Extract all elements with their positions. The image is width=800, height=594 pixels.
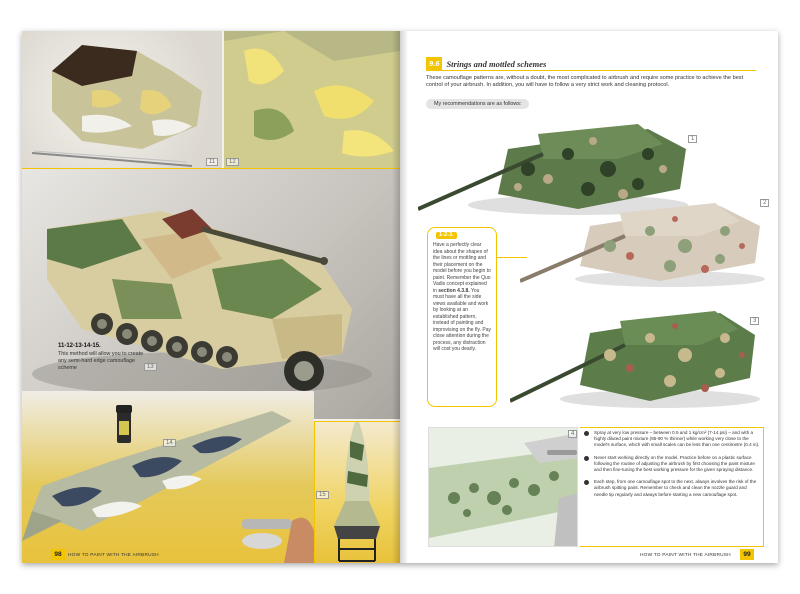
running-title-left: HOW TO PAINT WITH THE AIRBRUSH	[68, 553, 159, 558]
tank-photo-2	[520, 191, 770, 291]
section-number: 9.6	[426, 57, 442, 70]
intro-paragraph: These camouflage patterns are, without a doubt, the most complicated to airbrush and require some practice to achieve the best control of your airbrush. In addition, you will have to follow a very strict work and cleaning protocol.	[426, 75, 744, 89]
caption-body: This method will allow you to create any semi-hard edge camouflage scheme	[58, 351, 144, 371]
photo-number-13: 13	[144, 363, 157, 371]
caption-11-15	[58, 343, 150, 372]
tip-box-label: 1-2-3.	[436, 232, 457, 239]
right-page	[400, 31, 778, 563]
photo-number-3: 3	[750, 317, 759, 325]
photo-number-11: 11	[206, 158, 218, 166]
photo-number-1: 1	[688, 135, 697, 143]
photo-number-14: 14	[163, 439, 176, 447]
tip-box-1-2-3	[427, 227, 497, 407]
divider-line	[22, 168, 400, 169]
tank-photo-3	[510, 293, 760, 413]
bullet-item: Spray at very low pressure – between 0.5 and 1 kg/cm² (7-14 psi) – and with a highly diluted paint mixture (85-90 % thinner) while working very close to the model's surface, which with small scales can be less than one centimetre (0.4 in).	[584, 430, 760, 449]
photo-number-2: 2	[760, 199, 769, 207]
photo-v1-missile	[22, 391, 314, 563]
page-number-left: 98	[51, 549, 65, 560]
caption-heading: 11-12-13-14-15.	[58, 343, 101, 349]
recommendations-label: My recommendations are as follows:	[426, 99, 529, 109]
left-page	[22, 31, 400, 563]
page-number-right: 99	[740, 549, 754, 560]
connector-line-1	[497, 257, 527, 258]
photo-masked-halftrack	[22, 31, 222, 168]
photo-number-15: 15	[316, 491, 329, 499]
photo-number-12: 12	[226, 158, 239, 166]
photo-masked-closeup	[224, 31, 400, 168]
photo-number-4: 4	[568, 430, 577, 438]
recommendation-bullets	[584, 430, 760, 504]
section-title: Strings and mottled schemes	[446, 58, 547, 69]
divider-line-vertical	[314, 421, 315, 563]
section-heading	[426, 57, 546, 70]
running-title-right: HOW TO PAINT WITH THE AIRBRUSH	[640, 553, 731, 558]
section-rule	[426, 70, 756, 71]
bullet-item: Never start working directly on the model. Practice before on a plastic surface following the routine of adjusting the airbrush by first choosing the paint mixture and then fine-tuning the best working pressure for the given spraying distance.	[584, 455, 760, 474]
tip-box-section-ref: section 4.3.8.	[438, 287, 470, 294]
tip-box-text-post: You must have all the side views available and work by looking at an established pattern, instead of painting and improvising on the fly. Pay close attention during the process, any distraction will cost you dearly.	[433, 287, 491, 352]
book-spread	[22, 31, 778, 563]
photo-v2-rocket	[314, 421, 400, 563]
photo-airbrush-practice	[428, 427, 578, 547]
divider-line-horizontal	[314, 421, 400, 422]
bullet-item: Each step, from one camouflage spot to the next, always involves the risk of the airbrush spitting paint. Remember to check and clean the nozzle guard and needle tip regularly and always before starting a new camouflage spot.	[584, 479, 760, 498]
photo-camouflaged-halftrack	[22, 169, 400, 419]
tip-box-text-pre: Have a perfectly clear idea about the shapes of the lines or mottling and their placement on the model before you begin to paint. Remember the Quo Vadis concept explained in	[433, 242, 491, 294]
